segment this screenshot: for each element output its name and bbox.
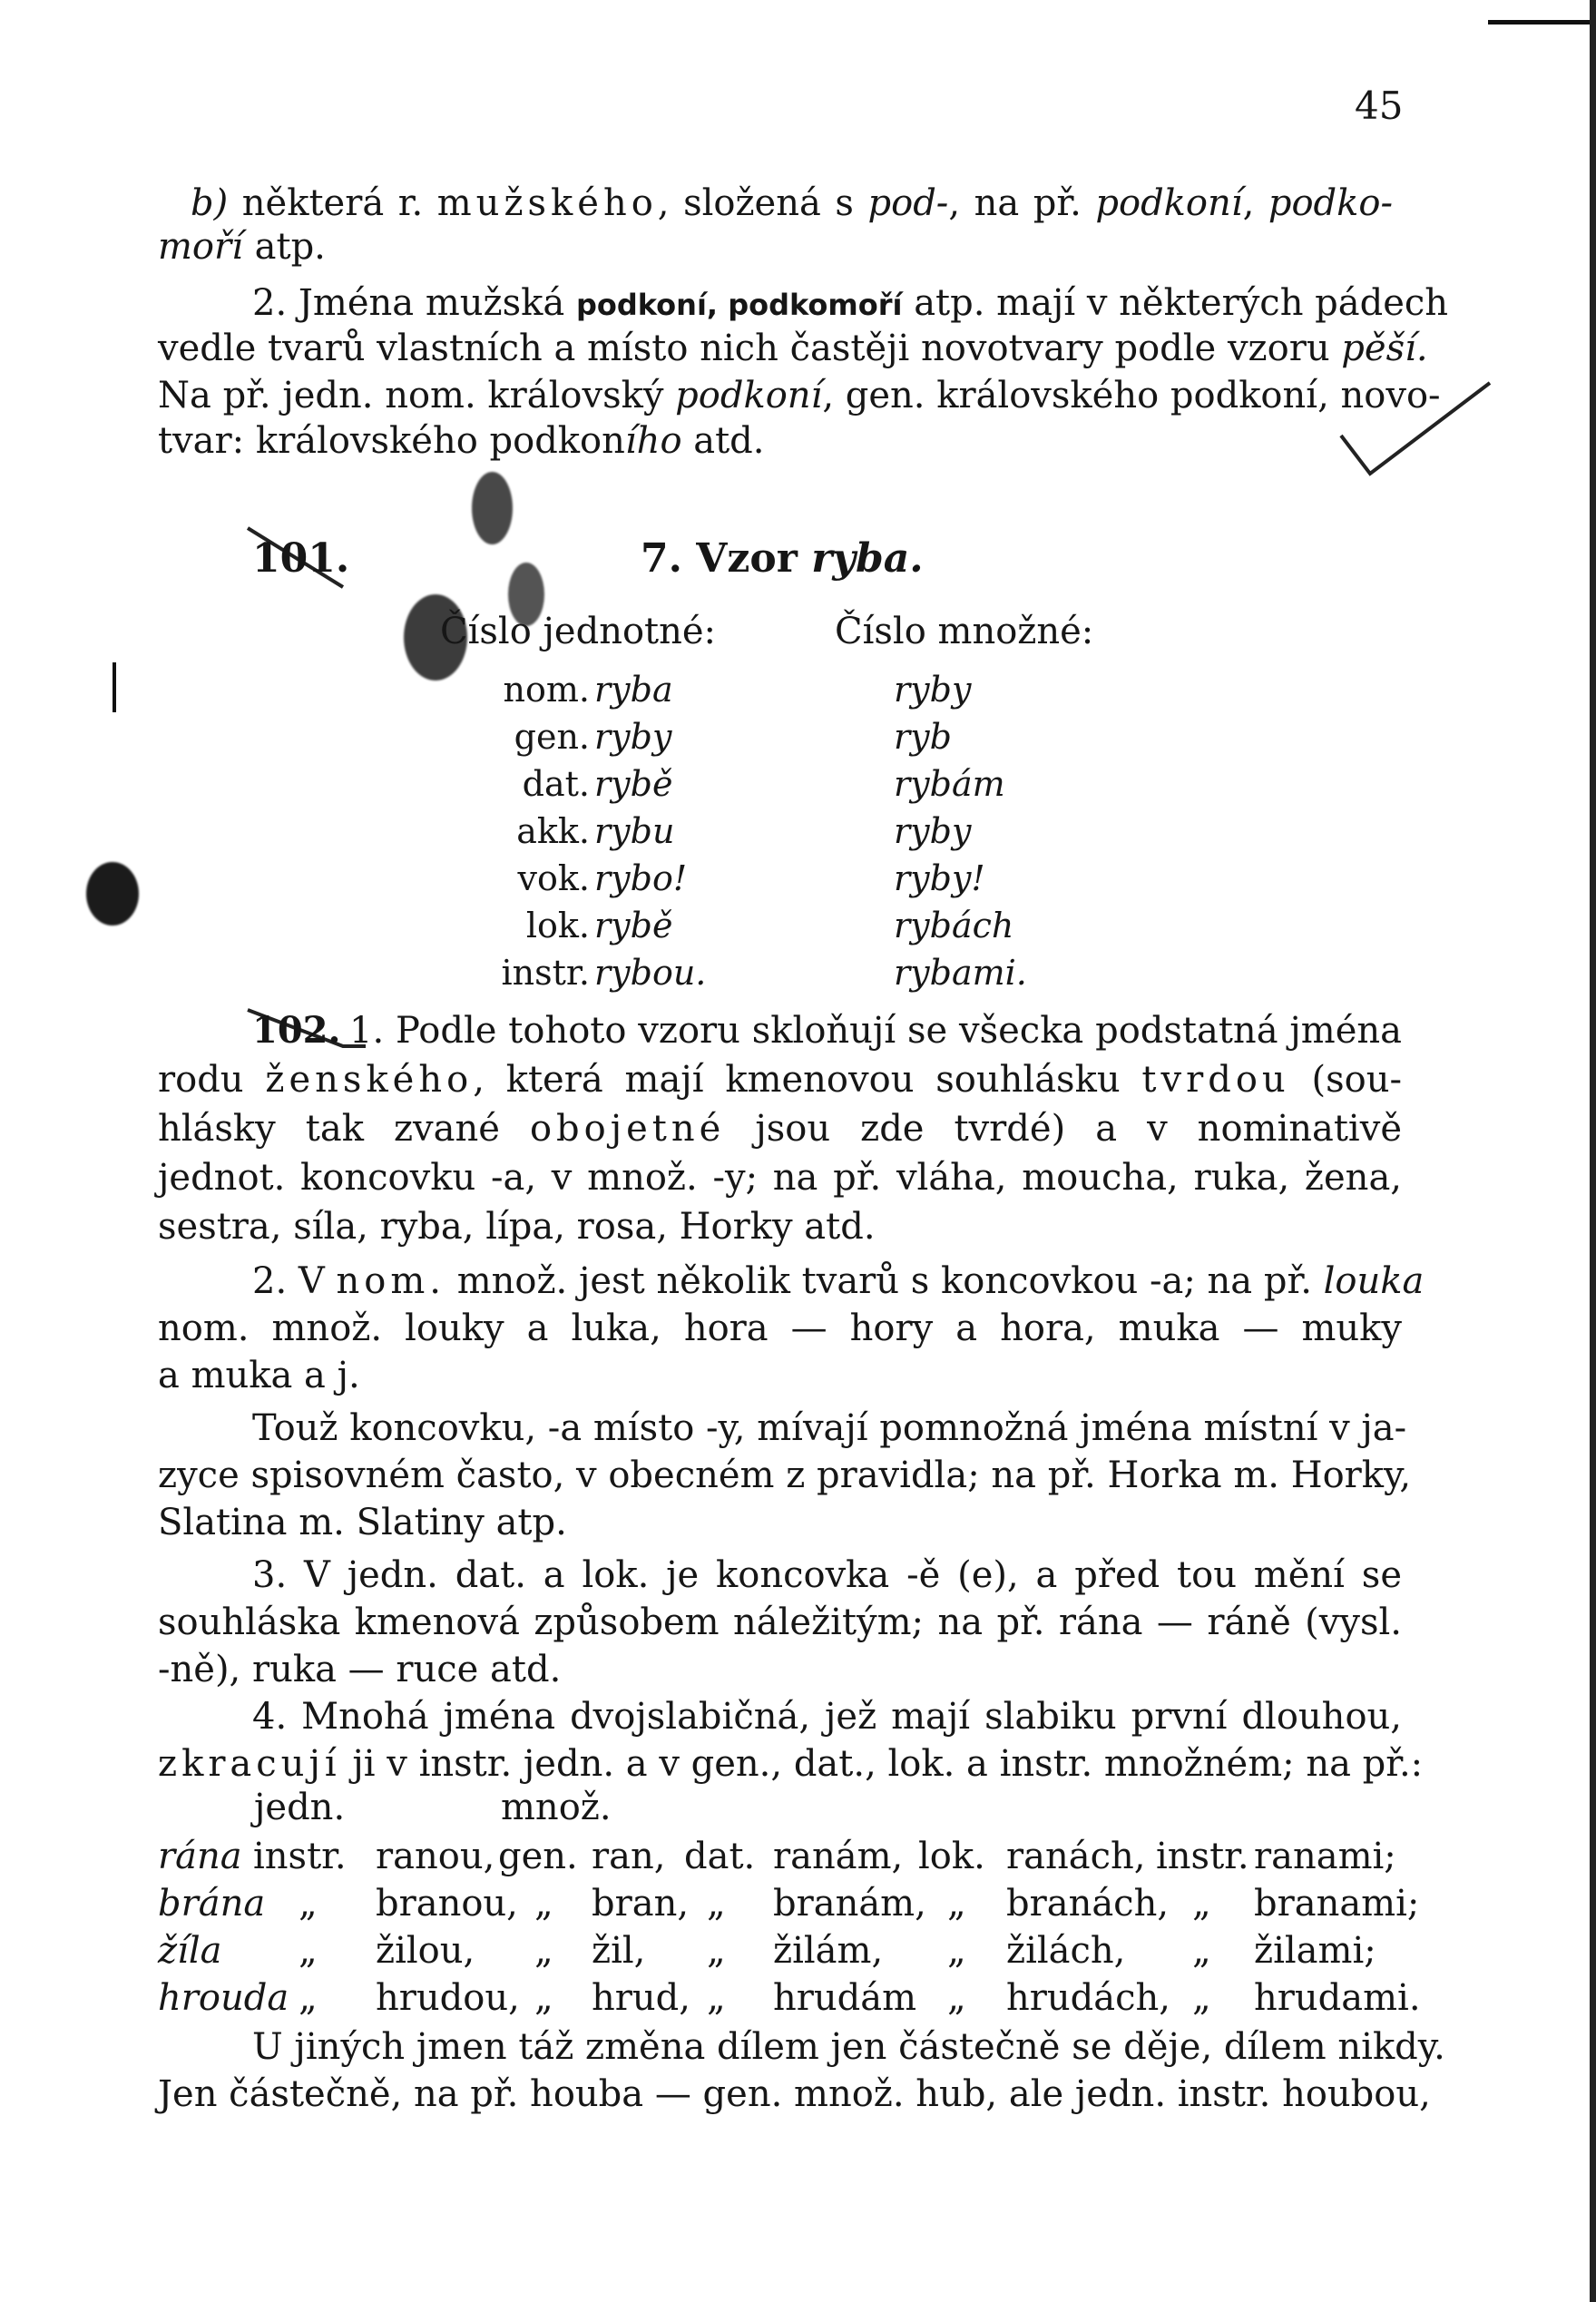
para-2-line-3: Na př. jedn. nom. královský podkoní, gen. královského podkoní, novo- xyxy=(158,375,1441,416)
s102-p1-line-2: rodu ženského, která mají kmenovou souhlásku tvrdou (sou- xyxy=(158,1059,1402,1101)
s102-p1-line-3: hlásky tak zvané obojetné jsou zde tvrdé) a v nominativě xyxy=(158,1108,1402,1150)
sg-gen: ryby xyxy=(594,717,672,757)
col-head-pl: množ. xyxy=(501,1787,612,1828)
para-2-line-4: tvar: královského podkoního atd. xyxy=(158,420,765,462)
pl-nom: ryby xyxy=(894,670,972,710)
s102-p3-line-3: Slatina m. Slatiny atp. xyxy=(158,1502,567,1543)
sg-vok: rybo! xyxy=(594,858,688,898)
s102-p4-line-3: -ně), ruka — ruce atd. xyxy=(158,1649,562,1690)
scan-mark-left xyxy=(113,662,116,712)
s102-p5-line-2: zkracují ji v instr. jedn. a v gen., dat., lok. a instr. množném; na př.: xyxy=(158,1743,1424,1785)
s102-p4-line-2: souhláska kmenová způsobem náležitým; na př. rána — ráně (vysl. xyxy=(158,1602,1402,1643)
section-number-101: 101. xyxy=(252,535,350,582)
case-dat: dat. xyxy=(522,764,590,804)
head-plural: Číslo množné: xyxy=(835,611,1094,652)
ink-stain-2 xyxy=(472,472,513,544)
s102-p1-line-4: jednot. koncovku -a, v množ. -y; na př. vláha, moucha, ruka, žena, xyxy=(158,1157,1402,1199)
para-2-line-1: 2. Jména mužská podkoní, podkomoří atp. mají v některých pádech xyxy=(252,282,1449,324)
s102-p5-line-1: 4. Mnohá jména dvojslabičná, jež mají slabiku první dlouhou, xyxy=(252,1696,1402,1738)
page-number: 45 xyxy=(1355,83,1404,128)
s102-p1-line-1: 1. Podle tohoto vzoru skloňují se všecka podstatná jména xyxy=(349,1010,1402,1052)
para-b-label: b) xyxy=(191,182,229,224)
sg-instr: rybou. xyxy=(594,953,707,993)
sg-dat: rybě xyxy=(594,764,673,804)
scan-edge-right xyxy=(1590,0,1596,2302)
sg-akk: rybu xyxy=(594,811,675,851)
pl-lok: rybách xyxy=(894,906,1014,945)
s102-p3-line-2: zyce spisovném často, v obecném z pravidla; na př. Horka m. Horky, xyxy=(158,1455,1412,1496)
s102-p2-line-3: a muka a j. xyxy=(158,1355,360,1396)
head-singular: Číslo jednotné: xyxy=(440,611,717,652)
pl-gen: ryb xyxy=(894,717,952,757)
pl-instr: rybami. xyxy=(894,953,1027,993)
pl-vok: ryby! xyxy=(894,858,985,898)
closing-line-2: Jen částečně, na př. houba — gen. množ. hub, ale jedn. instr. houbou, xyxy=(158,2073,1431,2115)
section-title: 7. Vzor ryba. xyxy=(641,535,924,582)
s102-p1-line-5: sestra, síla, ryba, lípa, rosa, Horky atd. xyxy=(158,1206,876,1248)
case-akk: akk. xyxy=(516,811,590,851)
s102-p4-line-1: 3. V jedn. dat. a lok. je koncovka -ě (e), a před tou mění se xyxy=(252,1554,1402,1596)
case-nom: nom. xyxy=(503,670,590,710)
sg-lok: rybě xyxy=(594,906,673,945)
col-head-sg: jedn. xyxy=(254,1787,346,1828)
case-instr: instr. xyxy=(501,953,590,993)
case-vok: vok. xyxy=(517,858,590,898)
sg-nom: ryba xyxy=(594,670,673,710)
ink-blot xyxy=(86,862,139,926)
s102-p2-line-1: 2. V nom. množ. jest několik tvarů s koncovkou -a; na př. louka xyxy=(252,1260,1425,1302)
s102-p3-line-1: Touž koncovku, -a místo -y, mívají pomnožná jména místní v ja- xyxy=(252,1407,1407,1449)
pl-dat: rybám xyxy=(894,764,1005,804)
pl-akk: ryby xyxy=(894,811,972,851)
case-lok: lok. xyxy=(525,906,590,945)
s102-p2-line-2: nom. množ. louky a luka, hora — hory a hora, muka — muky xyxy=(158,1308,1402,1349)
section-number-102: 102. xyxy=(252,1009,341,1052)
para-b-line-1: b) některá r. mužského, složená s pod-, na př. podkoní, podko- xyxy=(191,182,1393,224)
closing-line-1: U jiných jmen táž změna dílem jen částečně se děje, dílem nikdy. xyxy=(252,2026,1445,2068)
para-2-line-2: vedle tvarů vlastních a místo nich častěji novotvary podle vzoru pěší. xyxy=(158,328,1428,369)
para-b-line-2: moří atp. xyxy=(158,226,326,268)
scan-edge-top xyxy=(1488,20,1596,24)
case-gen: gen. xyxy=(514,717,590,757)
